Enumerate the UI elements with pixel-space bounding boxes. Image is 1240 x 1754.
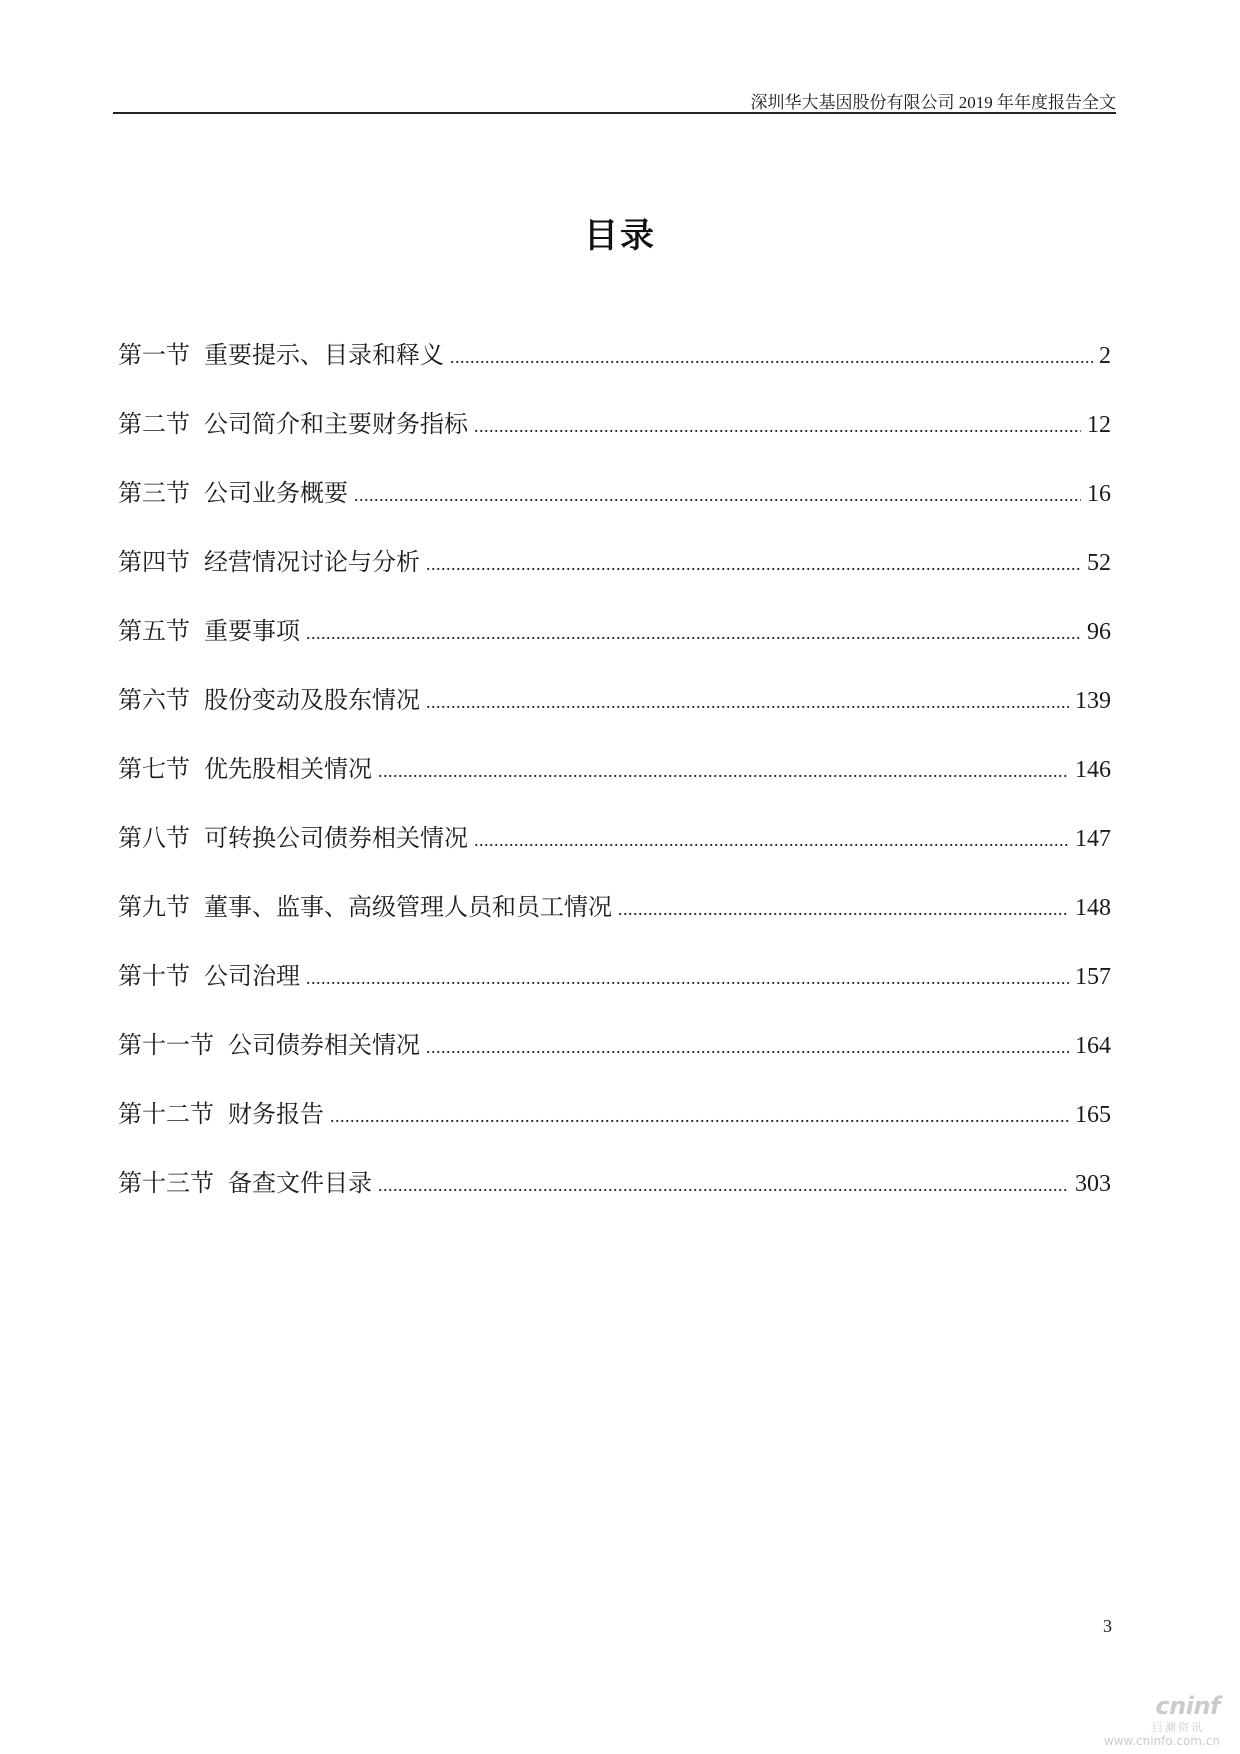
toc-entry-section-13[interactable] (118, 1168, 1111, 1237)
toc-heading: 重要事项 (204, 617, 300, 645)
toc-section-number: 第九节 (118, 893, 190, 921)
toc-dot-leader (378, 756, 1069, 786)
toc-dot-leader (306, 963, 1069, 993)
toc-section-number: 第十二节 (118, 1100, 214, 1128)
toc-entry-section-7[interactable] (118, 754, 1111, 823)
cninfo-url: www.cninfo.com.cn (1103, 1734, 1220, 1748)
toc-section-number: 第十一节 (118, 1031, 214, 1059)
toc-page-number: 96 (1087, 619, 1111, 645)
toc-section-number: 第七节 (118, 755, 190, 783)
toc-entry-section-1[interactable] (118, 340, 1111, 409)
toc-section-number: 第八节 (118, 824, 190, 852)
toc-heading: 董事、监事、高级管理人员和员工情况 (204, 893, 612, 921)
toc-dot-leader (378, 1170, 1069, 1200)
toc-heading: 可转换公司债券相关情况 (204, 824, 468, 852)
toc-section-number: 第三节 (118, 479, 190, 507)
cninfo-logo-subtitle: 巨潮资讯 (1152, 1721, 1204, 1734)
toc-dot-leader (354, 480, 1081, 510)
toc-section-number: 第十三节 (118, 1169, 214, 1197)
toc-section-number: 第六节 (118, 686, 190, 714)
toc-section-number: 第五节 (118, 617, 190, 645)
toc-entry-section-11[interactable] (118, 1030, 1111, 1099)
toc-heading: 公司业务概要 (204, 479, 348, 507)
toc-page-number: 16 (1087, 481, 1111, 507)
toc-dot-leader (426, 687, 1069, 717)
page-number: 3 (1103, 1616, 1112, 1636)
toc-page-number: 52 (1087, 550, 1111, 576)
toc-title: 目录 (584, 216, 656, 256)
toc-heading: 公司债券相关情况 (228, 1031, 420, 1059)
toc-dot-leader (450, 342, 1093, 372)
toc-entry-section-5[interactable] (118, 616, 1111, 685)
toc-entry-section-4[interactable] (118, 547, 1111, 616)
toc-dot-leader (426, 1032, 1069, 1062)
toc-page-number: 12 (1087, 412, 1111, 438)
toc-page-number: 165 (1075, 1102, 1111, 1128)
toc-page-number: 157 (1075, 964, 1111, 990)
toc-section-number: 第四节 (118, 548, 190, 576)
toc-section-number: 第十节 (118, 962, 190, 990)
toc-entry-section-3[interactable] (118, 478, 1111, 547)
toc-dot-leader (474, 825, 1069, 855)
toc-page-number: 139 (1075, 688, 1111, 714)
table-of-contents (118, 340, 1111, 1237)
toc-section-number: 第二节 (118, 410, 190, 438)
toc-heading: 重要提示、目录和释义 (204, 341, 444, 369)
toc-page-number: 146 (1075, 757, 1111, 783)
header-title: 深圳华大基因股份有限公司 2019 年年度报告全文 (750, 93, 1116, 112)
toc-heading: 公司简介和主要财务指标 (204, 410, 468, 438)
toc-entry-section-10[interactable] (118, 961, 1111, 1030)
toc-dot-leader (306, 618, 1081, 648)
cninfo-watermark (1086, 1692, 1226, 1750)
toc-entry-section-6[interactable] (118, 685, 1111, 754)
toc-page-number: 164 (1075, 1033, 1111, 1059)
cninfo-logo-text: cninf (1155, 1692, 1220, 1720)
toc-dot-leader (330, 1101, 1069, 1131)
toc-section-number: 第一节 (118, 341, 190, 369)
toc-heading: 公司治理 (204, 962, 300, 990)
toc-heading: 优先股相关情况 (204, 755, 372, 783)
toc-dot-leader (426, 549, 1081, 579)
toc-heading: 股份变动及股东情况 (204, 686, 420, 714)
page-header (113, 84, 1116, 114)
toc-dot-leader (618, 894, 1069, 924)
toc-page-number: 147 (1075, 826, 1111, 852)
toc-dot-leader (474, 411, 1081, 441)
toc-page-number: 2 (1099, 343, 1111, 369)
toc-entry-section-9[interactable] (118, 892, 1111, 961)
toc-page-number: 303 (1075, 1171, 1111, 1197)
toc-heading: 备查文件目录 (228, 1169, 372, 1197)
toc-entry-section-2[interactable] (118, 409, 1111, 478)
toc-heading: 财务报告 (228, 1100, 324, 1128)
toc-entry-section-8[interactable] (118, 823, 1111, 892)
toc-heading: 经营情况讨论与分析 (204, 548, 420, 576)
toc-entry-section-12[interactable] (118, 1099, 1111, 1168)
toc-page-number: 148 (1075, 895, 1111, 921)
